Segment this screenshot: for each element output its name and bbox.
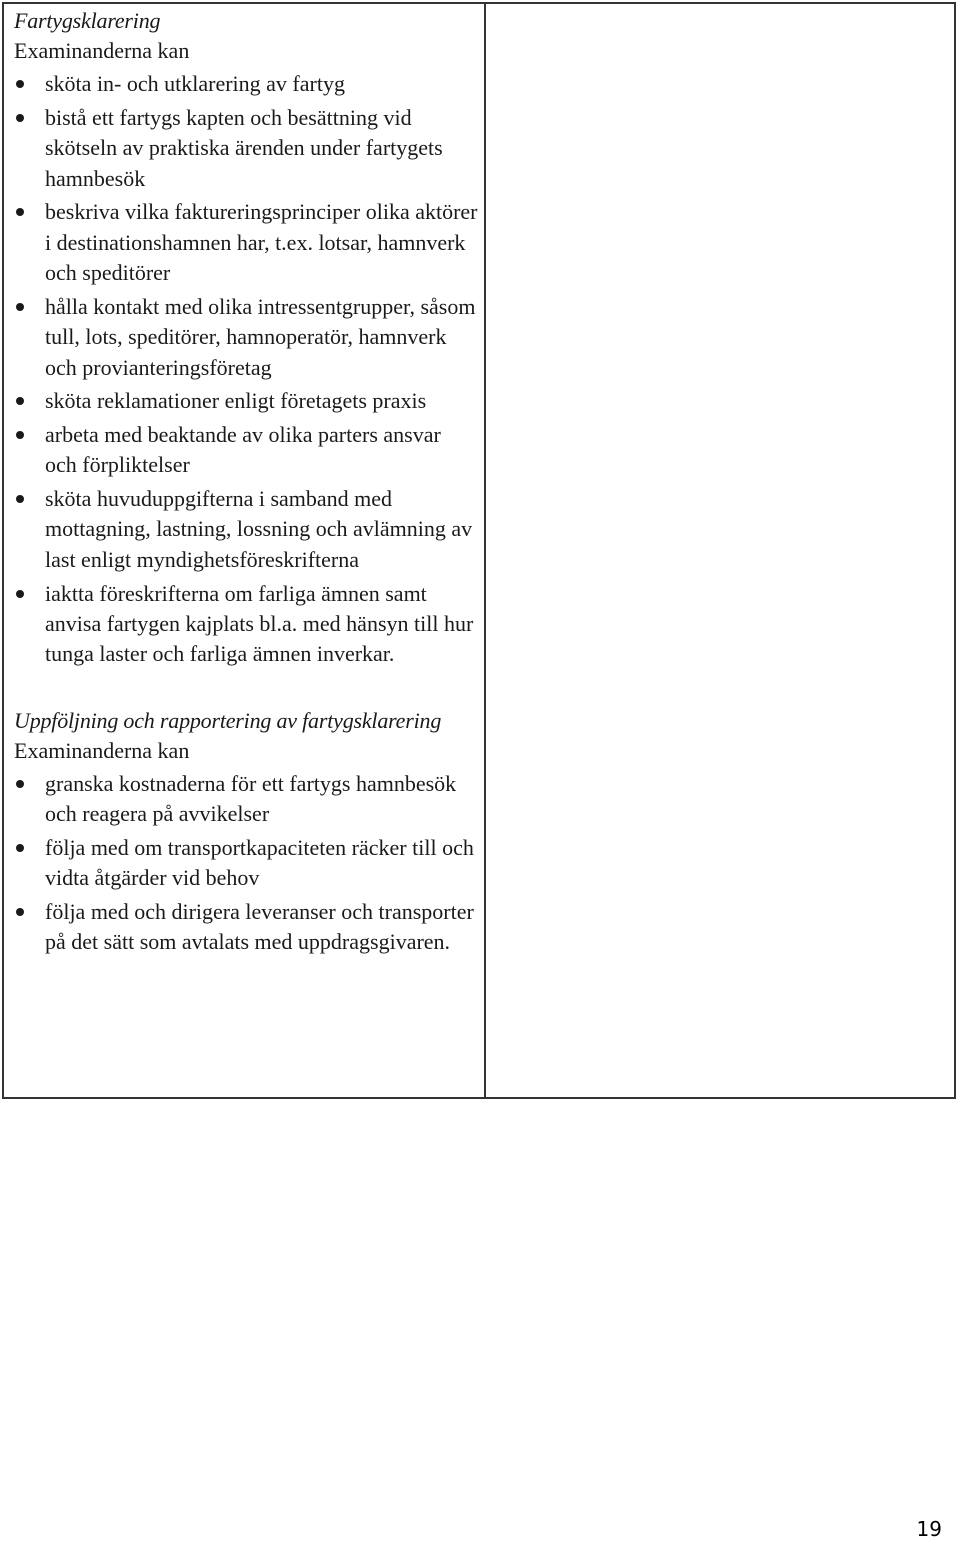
list-item-text: iaktta föreskrifterna om farliga ämnen samt anvisa fartygen kajplats bl.a. med hänsyn till hur tunga laster och farliga ämnen inverkar.: [45, 580, 474, 667]
content-table: [2, 2, 956, 1099]
list-item: [14, 197, 484, 288]
list-item-text: bistå ett fartygs kapten och besättning vid skötseln av praktiska ärenden under fartygets hamnbesök: [45, 104, 443, 191]
bullet-icon: [16, 844, 24, 852]
bullet-list: [14, 69, 484, 670]
list-item: [14, 103, 484, 194]
section-title: Fartygsklarering: [14, 8, 161, 33]
bullet-icon: [16, 303, 24, 311]
bullet-icon: [16, 397, 24, 405]
list-item-text: följa med och dirigera leveranser och transporter på det sätt som avtalats med uppdragsgivaren.: [45, 899, 474, 955]
bullet-icon: [16, 208, 24, 216]
bullet-icon: [16, 590, 24, 598]
table-cell-left: [4, 4, 486, 1097]
section-title: Uppföljning och rapportering av fartygsklarering: [14, 707, 442, 733]
list-item-text: hålla kontakt med olika intressentgrupper, såsom tull, lots, speditörer, hamnoperatör, hamnverk och provianteringsföretag: [45, 293, 476, 380]
bullet-list: [14, 769, 484, 958]
list-item: [14, 484, 484, 575]
list-item: [14, 69, 484, 99]
bullet-icon: [16, 431, 24, 439]
section-intro: Examinanderna kan: [14, 38, 190, 63]
table-cell-right: [486, 4, 954, 1097]
bullet-icon: [16, 495, 24, 503]
list-item: [14, 579, 484, 670]
list-item-text: sköta huvuduppgifterna i samband med mottagning, lastning, lossning och avlämning av last enligt myndighetsföreskrifterna: [45, 486, 473, 572]
list-item-text: sköta reklamationer enligt företagets praxis: [45, 388, 427, 414]
bullet-icon: [16, 80, 24, 88]
page-number: 19: [916, 1517, 942, 1541]
bullet-icon: [16, 908, 24, 916]
list-item: [14, 292, 484, 383]
list-item-text: sköta in- och utklarering av fartyg: [45, 71, 345, 96]
list-item-text: granska kostnaderna för ett fartygs hamnbesök och reagera på avvikelser: [45, 770, 457, 827]
list-item: [14, 769, 484, 830]
list-item-text: följa med om transportkapaciteten räcker till och vidta åtgärder vid behov: [45, 834, 474, 891]
list-item: [14, 386, 484, 416]
bullet-icon: [16, 114, 24, 122]
list-item-text: arbeta med beaktande av olika parters ansvar och förpliktelser: [45, 421, 441, 478]
list-item: [14, 833, 484, 894]
list-item: [14, 897, 484, 958]
section-fartygsklarering: [14, 6, 484, 670]
list-item: [14, 420, 484, 481]
section-intro: Examinanderna kan: [14, 737, 190, 763]
list-item-text: beskriva vilka faktureringsprinciper olika aktörer i destinationshamnen har, t.ex. lotsar, hamnverk och speditörer: [45, 199, 478, 286]
bullet-icon: [16, 780, 24, 788]
section-uppfoljning: [14, 706, 484, 958]
